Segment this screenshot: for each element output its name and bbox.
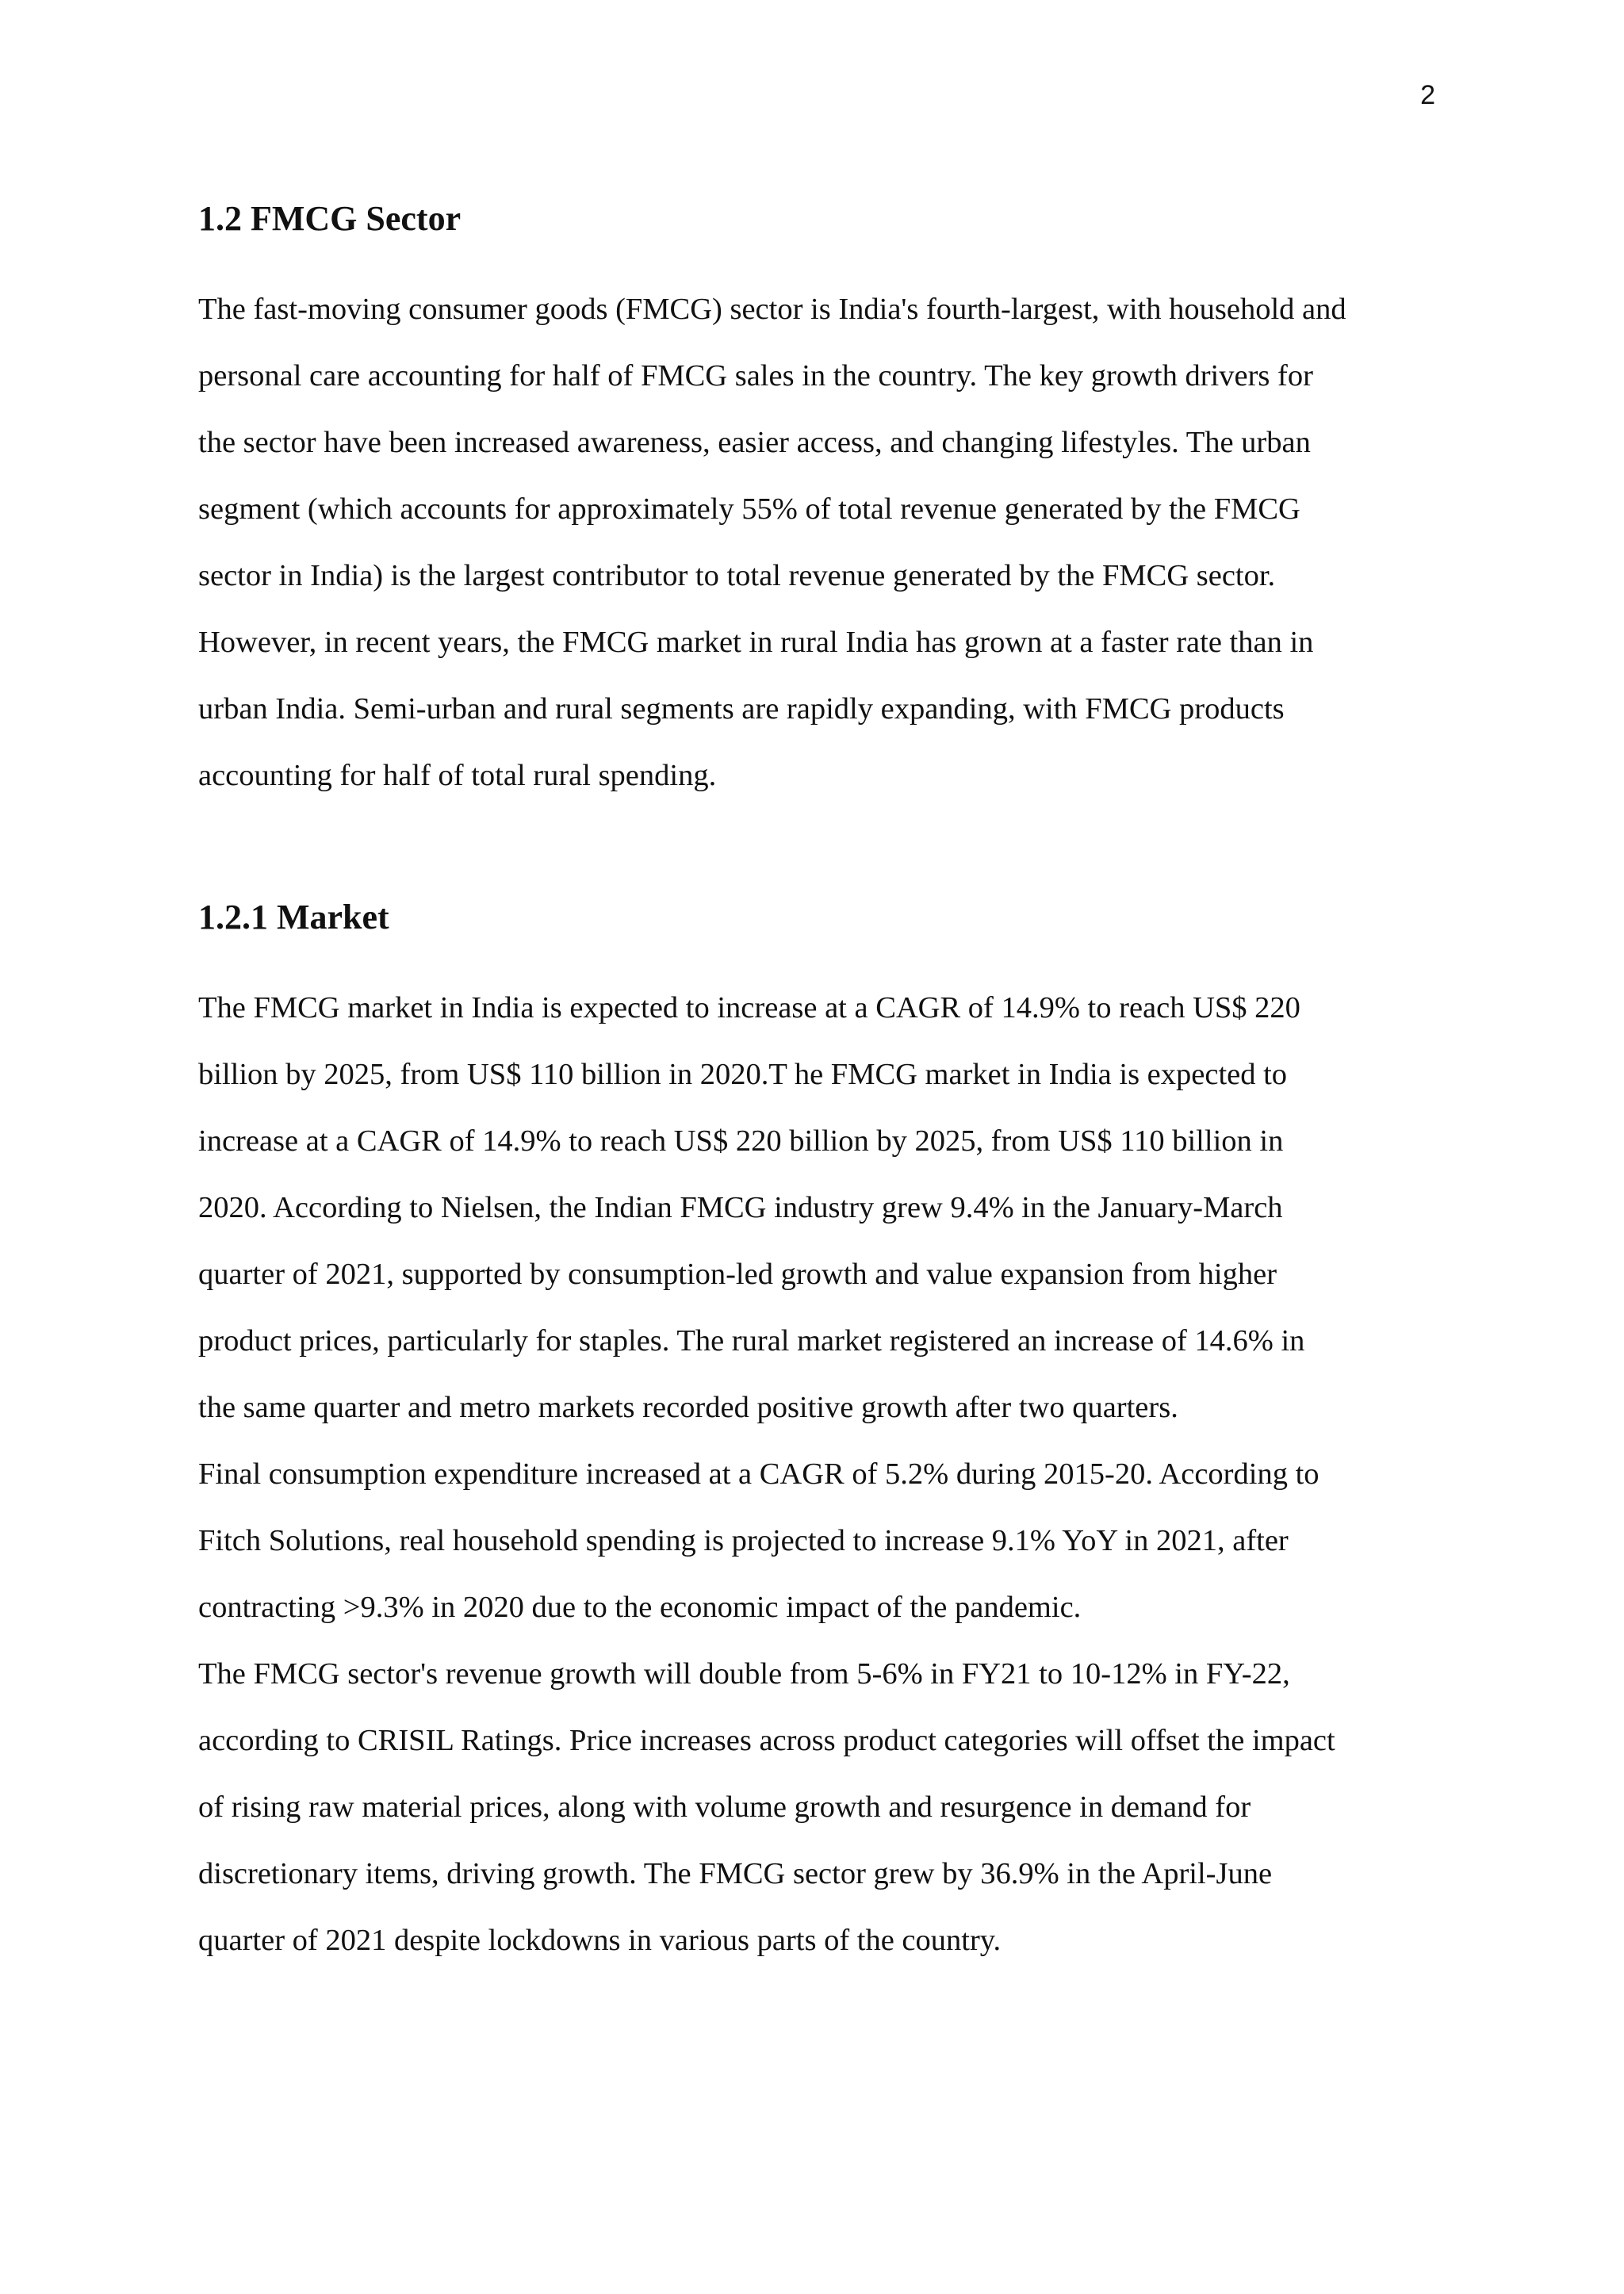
paragraph-line: discretionary items, driving growth. The FMCG sector grew by 36.9% in the April-June [198,1857,1273,1890]
paragraph-line: segment (which accounts for approximately 55% of total revenue generated by the FMCG [198,492,1300,526]
paragraph-line: However, in recent years, the FMCG market in rural India has grown at a faster rate than in [198,626,1314,659]
section-heading: 1.2 FMCG Sector [198,199,462,238]
paragraph-line: increase at a CAGR of 14.9% to reach US$ 220 billion by 2025, from US$ 110 billion in [198,1124,1284,1158]
paragraph-line: Final consumption expenditure increased at a CAGR of 5.2% during 2015-20. According to [198,1457,1320,1491]
paragraph-line: quarter of 2021, supported by consumption-led growth and value expansion from higher [198,1258,1277,1291]
paragraph-line: personal care accounting for half of FMCG sales in the country. The key growth drivers for [198,359,1313,393]
paragraph-line: quarter of 2021 despite lockdowns in various parts of the country. [198,1924,1002,1957]
page-number: 2 [1420,80,1435,110]
paragraph-line: 2020. According to Nielsen, the Indian FMCG industry grew 9.4% in the January-March [198,1191,1283,1224]
paragraph-line: sector in India) is the largest contributor to total revenue generated by the FMCG sector. [198,559,1276,592]
paragraph-line: The FMCG sector's revenue growth will double from 5-6% in FY21 to 10-12% in FY-22, [198,1657,1290,1691]
section-heading: 1.2.1 Market [198,898,389,936]
paragraph-line: The FMCG market in India is expected to increase at a CAGR of 14.9% to reach US$ 220 [198,991,1300,1024]
paragraph-line: billion by 2025, from US$ 110 billion in 2020.T he FMCG market in India is expected to [198,1058,1288,1091]
paragraph-line: the sector have been increased awareness, easier access, and changing lifestyles. The urban [198,426,1311,459]
paragraph-line: Fitch Solutions, real household spending is projected to increase 9.1% YoY in 2021, after [198,1524,1289,1557]
paragraph-line: urban India. Semi-urban and rural segments are rapidly expanding, with FMCG products [198,692,1285,726]
paragraph-line: product prices, particularly for staples. The rural market registered an increase of 14.6% in [198,1324,1305,1358]
paragraph-line: accounting for half of total rural spending. [198,759,717,792]
paragraph-line: according to CRISIL Ratings. Price increases across product categories will offset the impact [198,1724,1335,1757]
paragraph-line: the same quarter and metro markets recorded positive growth after two quarters. [198,1391,1178,1424]
paragraph-line: contracting >9.3% in 2020 due to the economic impact of the pandemic. [198,1591,1082,1624]
paragraph-line: of rising raw material prices, along with volume growth and resurgence in demand for [198,1790,1251,1824]
paragraph-line: The fast-moving consumer goods (FMCG) sector is India's fourth-largest, with household and [198,293,1346,326]
